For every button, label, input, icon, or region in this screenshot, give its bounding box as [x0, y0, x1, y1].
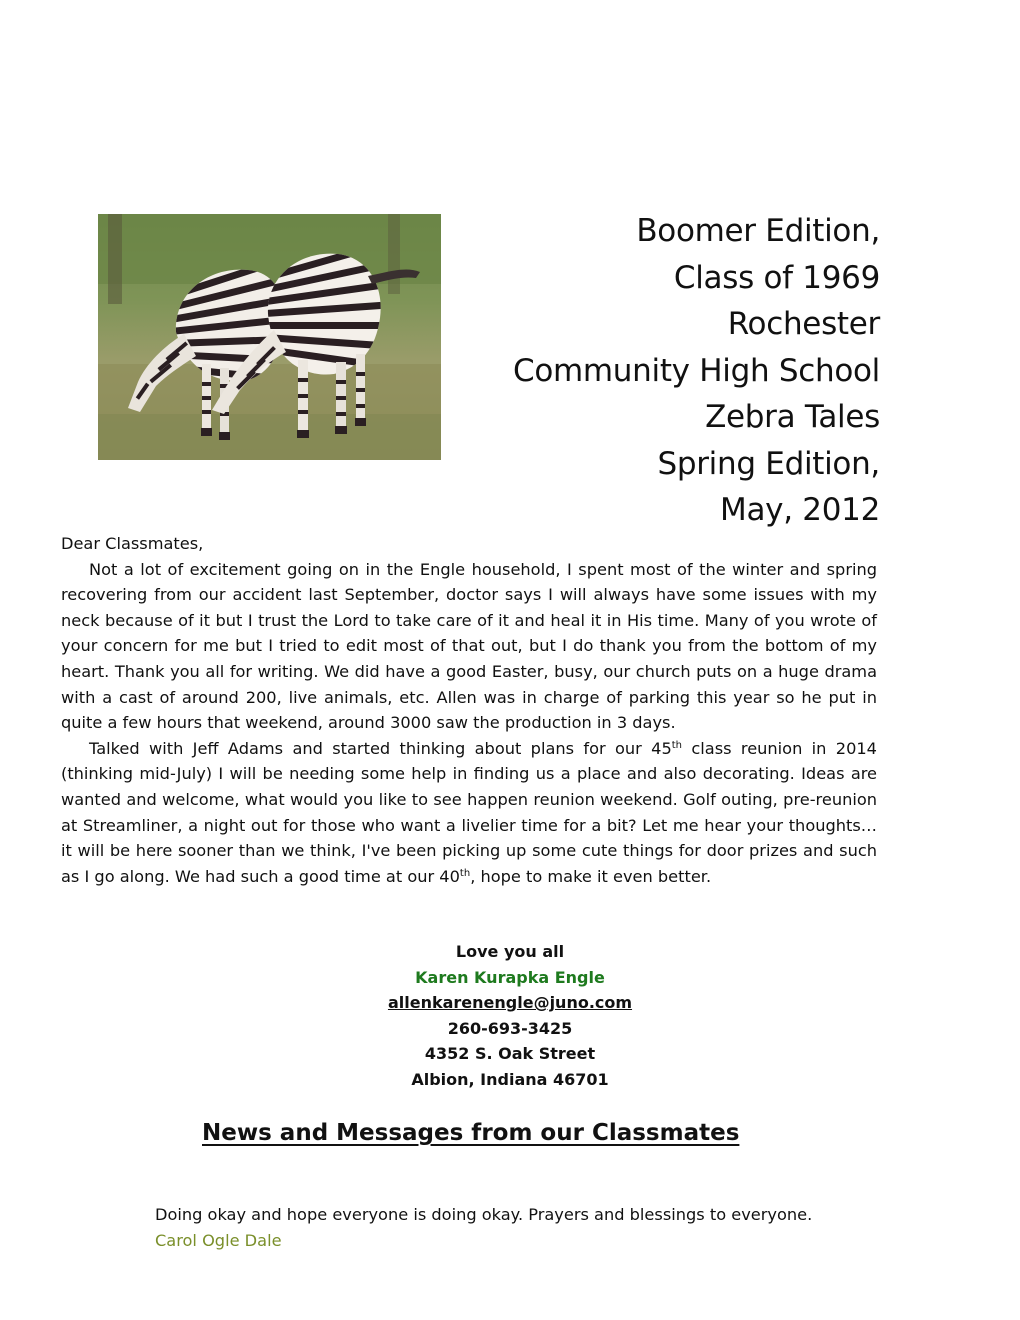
paragraph-text: class reunion in 2014 (thinking mid-July) I will be needing some help in finding us a place and also decorating. Ideas are wanted and welcome, what would you like to see happen reunion weekend. Golf outing, pre-reunion at Streamliner, a night out for those who want a livelier time for a bit? Let me hear your thoughts…it will be here sooner than we think, I've been picking up some cute things for door prizes and such as I go along. We had such a good time at our 40	[61, 738, 877, 886]
letter-paragraph: Not a lot of excitement going on in the Engle household, I spent most of the winter and spring recovering from our accident last September, doctor says I will always have some issues with my neck because of it but I trust the Lord to take care of it and heal it in His time. Many of you wrote of your concern for me but I tried to edit most of that out, but I do thank you from the bottom of my heart. Thank you all for writing. We did have a good Easter, busy, our church puts on a huge drama with a cast of around 200, live animals, etc. Allen was in charge of parking this year so he put in quite a few hours that weekend, around 3000 saw the production in 3 days.	[61, 559, 877, 733]
ordinal-suffix: th	[671, 739, 683, 751]
closing-text: Love you all	[455, 942, 565, 961]
newsletter-title	[460, 208, 880, 534]
email-link[interactable]: allenkarenengle@juno.com	[387, 993, 633, 1013]
title-line: Boomer Edition,	[636, 213, 880, 249]
news-heading: News and Messages from our Classmates	[202, 1120, 740, 1146]
author-name: Karen Kurapka Engle	[415, 967, 605, 987]
message-author: Carol Ogle Dale	[155, 1230, 282, 1250]
title-line: Zebra Tales	[705, 399, 880, 435]
ordinal-suffix: th	[459, 867, 471, 879]
message-text: Doing okay and hope everyone is doing okay. Prayers and blessings to everyone.	[155, 1205, 813, 1224]
classmate-message	[155, 1202, 812, 1253]
signature-block	[310, 939, 710, 1093]
street-address: 4352 S. Oak Street	[424, 1044, 596, 1064]
zebras-photo	[98, 214, 441, 460]
city-address: Albion, Indiana 46701	[411, 1069, 609, 1089]
letter-paragraph	[61, 736, 877, 890]
title-line: Class of 1969	[673, 259, 880, 296]
title-line: Spring Edition,	[657, 445, 880, 482]
title-line: Community High School	[513, 352, 880, 389]
title-line: May, 2012	[720, 492, 880, 528]
letter-greeting: Dear Classmates,	[61, 534, 204, 553]
letter-body	[61, 531, 877, 889]
paragraph-text: Talked with Jeff Adams and started thinking about plans for our 45	[89, 738, 672, 758]
paragraph-text: , hope to make it even better.	[470, 866, 712, 886]
title-line: Rochester	[727, 306, 880, 342]
phone-number: 260-693-3425	[447, 1018, 573, 1038]
